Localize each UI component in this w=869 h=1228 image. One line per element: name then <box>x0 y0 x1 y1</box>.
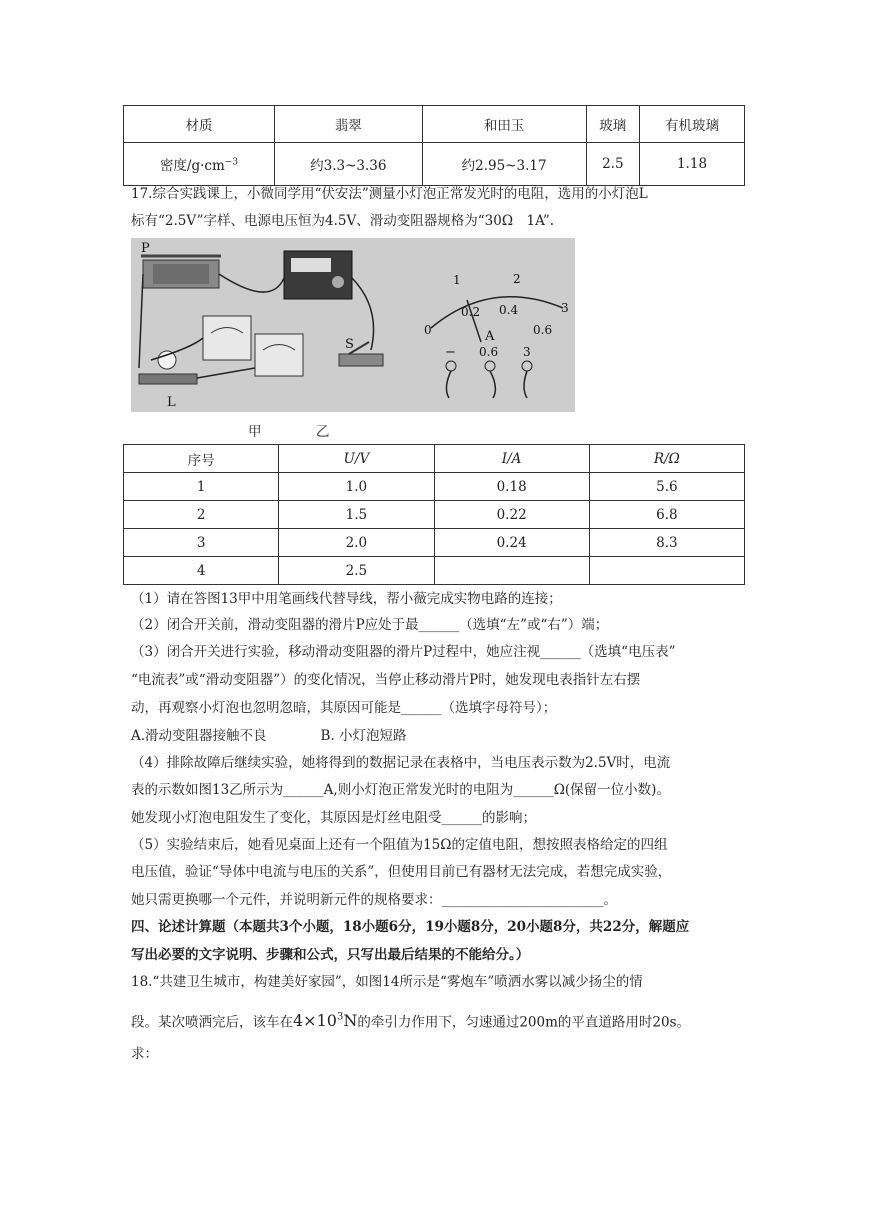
section4-title: 四、论述计算题（本题共3个小题，18小题6分，19小题8分，20小题8分，共22分，解题应 <box>131 919 690 935</box>
q17-line1: 17.综合实践课上，小微同学用“伏安法”测量小灯泡正常发光时的电阻，选用的小灯泡L <box>131 186 648 202</box>
table-header: 和田玉 <box>422 106 586 143</box>
table-header: I/A <box>434 445 589 473</box>
label-l: L <box>167 395 176 410</box>
q18-line1: 18.“共建卫生城市，构建美好家园”，如图14所示是“雾炮车”喷洒水雾以减少扬尘的情 <box>131 974 643 990</box>
table-cell: 3 <box>124 529 279 557</box>
part-2: （2）闭合开关前，滑动变阻器的滑片P应处于最______（选填“左”或“右”）端； <box>131 617 609 633</box>
part-3-options: A.滑动变阻器接触不良 B. 小灯泡短路 <box>131 728 407 744</box>
table-cell: 0.18 <box>434 473 589 501</box>
table-cell: 1.0 <box>279 473 434 501</box>
terminal-06: 0.6 <box>479 345 499 359</box>
part-3-line3: 动，再观察小灯泡也忽明忽暗，其原因可能是______（选填字母符号）； <box>131 700 557 716</box>
table-cell: 4 <box>124 557 279 585</box>
table-header: 序号 <box>124 445 279 473</box>
table-cell: 0.22 <box>434 501 589 529</box>
data-table <box>123 444 745 585</box>
table-cell: 6.8 <box>589 501 744 529</box>
part-4-line3: 她发现小灯泡电阻发生了变化，其原因是灯丝电阻受______的影响； <box>131 810 536 826</box>
part-3-line2: “电流表”或“滑动变阻器”）的变化情况，当停止移动滑片P时，她发现电表指针左右摆 <box>131 672 641 688</box>
table-header: 玻璃 <box>586 106 639 143</box>
table-cell <box>434 557 589 585</box>
scale-1: 1 <box>453 273 461 287</box>
q18-line3: 求： <box>131 1046 158 1062</box>
part-1: （1）请在答图13甲中用笔画线代替导线，帮小薇完成实物电路的连接； <box>131 591 562 607</box>
table-cell: 2.5 <box>586 143 639 186</box>
table-cell: 2.5 <box>279 557 434 585</box>
table-row-label: 密度$/g\cdot cm^{-3}$ <box>124 143 275 186</box>
table-cell: 5.6 <box>589 473 744 501</box>
table-row <box>124 473 745 501</box>
part-3-line1: （3）闭合开关进行实验，移动滑动变阻器的滑片P过程中，她应注视______（选填“电压表” <box>131 644 676 660</box>
table-header: 翡翠 <box>275 106 423 143</box>
scale-0: 0 <box>424 323 432 337</box>
scale-3: 3 <box>561 301 569 315</box>
table-header: 材质 <box>124 106 275 143</box>
table-cell <box>589 557 744 585</box>
terminal-3: 3 <box>523 345 531 359</box>
circuit-illustration <box>131 238 575 412</box>
table-cell: 1 <box>124 473 279 501</box>
table-header: 有机玻璃 <box>640 106 745 143</box>
circuit-photo <box>131 238 575 412</box>
part-5-line3: 她只需更换哪一个元件，并说明新元件的规格要求：________________________。 <box>131 892 617 908</box>
table-cell: 约2.95~3.17 <box>422 143 586 186</box>
part-4-line2: 表的示数如图13乙所示为______A,则小灯泡正常发光时的电阻为______Ω(保留一位小数)。 <box>131 782 670 798</box>
label-a: A <box>485 329 495 344</box>
label-s: S <box>345 337 354 352</box>
table-cell: 8.3 <box>589 529 744 557</box>
table-row <box>124 501 745 529</box>
density-table <box>123 105 745 186</box>
table-cell: 2 <box>124 501 279 529</box>
table-cell: 约3.3~3.36 <box>275 143 423 186</box>
part-5-line2: 电压值，验证“导体中电流与电压的关系”，但使用目前已有器材无法完成，若想完成实验， <box>131 864 672 880</box>
part-4-line1: （4）排除故障后继续实验，她将得到的数据记录在表格中，当电压表示数为2.5V时，电流 <box>131 755 671 771</box>
table-cell: 1.18 <box>640 143 745 186</box>
q18-line2: 段。某次喷洒完后，该车在$4\times 10^3N$的牵引力作用下，匀速通过200m的平直道路用时20s。 <box>131 1011 691 1031</box>
caption-yi: 乙 <box>316 424 330 440</box>
force-value: $4\times 10^3N$ <box>293 1011 358 1031</box>
scale-2: 2 <box>513 272 521 286</box>
table-cell: 0.24 <box>434 529 589 557</box>
terminal-minus: − <box>445 345 456 360</box>
scale-04: 0.4 <box>499 303 519 317</box>
part-5-line1: （5）实验结束后，她看见桌面上还有一个阻值为15Ω的定值电阻，想按照表格给定的四组 <box>131 837 668 853</box>
table-cell: 2.0 <box>279 529 434 557</box>
label-p: P <box>141 241 150 256</box>
scale-06: 0.6 <box>533 323 553 337</box>
table-row <box>124 529 745 557</box>
table-header: U/V <box>279 445 434 473</box>
scale-02: 0.2 <box>461 305 481 319</box>
table-row <box>124 557 745 585</box>
section4-note: 写出必要的文字说明、步骤和公式，只写出最后结果的不能给分。） <box>131 947 530 963</box>
table-cell: 1.5 <box>279 501 434 529</box>
caption-jia: 甲 <box>248 424 262 440</box>
q17-line2: 标有“2.5V”字样、电源电压恒为4.5V、滑动变阻器规格为“30Ω 1A”. <box>131 213 555 229</box>
table-header: R/Ω <box>589 445 744 473</box>
